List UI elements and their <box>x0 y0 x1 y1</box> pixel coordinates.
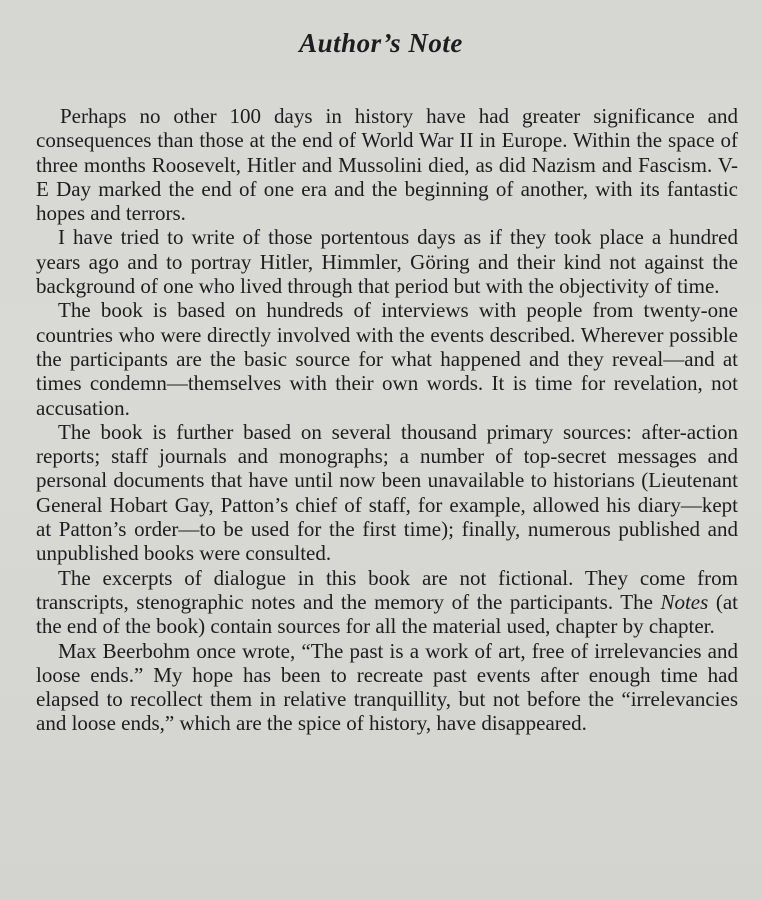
note-body <box>36 104 738 736</box>
page-title: Author’s Note <box>299 28 463 58</box>
paragraph: The book is further based on several thousand primary sources: after-action reports; staff journals and monographs; a number of top-secret messages and personal documents that have until now been unavailable to historians (Lieutenant General Hobart Gay, Patton’s chief of staff, for example, allowed his diary—kept at Patton’s order—to be used for the first time); finally, numerous published and unpublished books were consulted. <box>36 419 738 566</box>
paragraph-text: The excerpts of dialogue in this book are not fictional. They come from transcripts, stenographic notes and the memory of the participants. The <box>36 565 738 614</box>
paragraph-text: (at the end of the book) contain sources for all the material used, chapter by chapter. <box>36 589 738 639</box>
paragraph: Max Beerbohm once wrote, “The past is a work of art, free of irrelevancies and loose ends.” My hope has been to recreate past events after enough time had elapsed to recollect them in relative tranquillity, but not before the “irrelevancies and loose ends,” which are the spice of history, have disappeared. <box>36 638 738 736</box>
paragraph: Perhaps no other 100 days in history have had greater significance and consequences than those at the end of World War II in Europe. Within the space of three months Roosevelt, Hitler and Mussolini died, as did Nazism and Fascism. V-E Day marked the end of one era and the beginning of another, with its fantastic hopes and terrors. <box>36 104 738 226</box>
paragraph: I have tried to write of those portentous days as if they took place a hundred years ago and to portray Hitler, Himmler, Göring and their kind not against the background of one who lived through that period but with the objectivity of time. <box>36 225 738 299</box>
paragraph: The book is based on hundreds of interviews with people from twenty-one countries who were directly involved with the events described. Wherever possible the participants are the basic source for what happened and they reveal—and at times condemn—themselves with their own words. It is time for revelation, not accusation. <box>36 298 738 420</box>
paragraph <box>36 566 738 639</box>
notes-reference: Notes <box>660 589 709 614</box>
